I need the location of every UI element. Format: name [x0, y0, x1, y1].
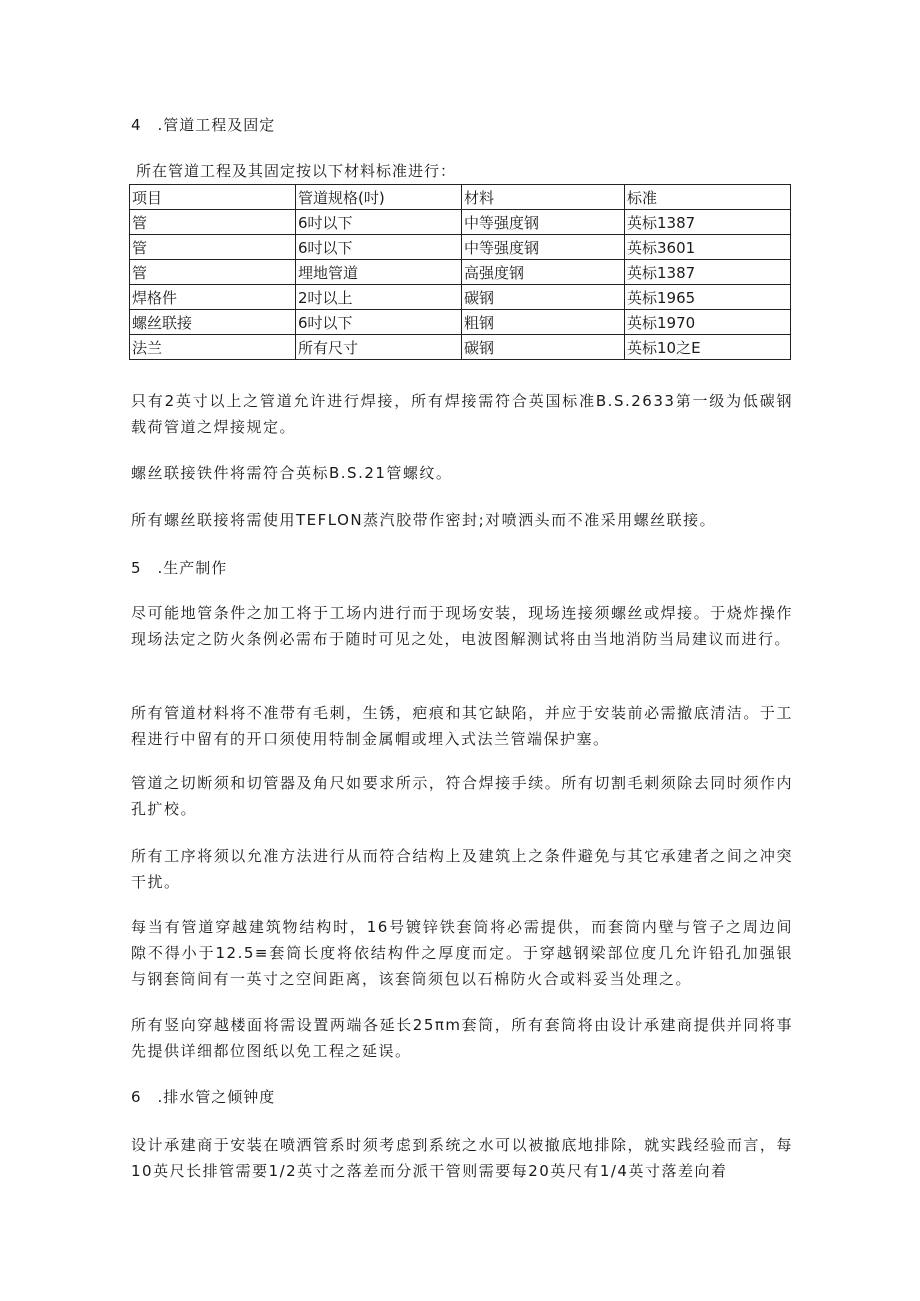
table-cell: 2吋以上 — [296, 285, 462, 310]
table-cell: 6吋以下 — [296, 310, 462, 335]
table-header-row — [130, 185, 791, 210]
table-cell: 英标1387 — [625, 260, 791, 285]
table-cell: 6吋以下 — [296, 210, 462, 235]
table-row — [130, 210, 791, 235]
table-cell: 粗钢 — [462, 310, 625, 335]
paragraph-welding: 只有2英寸以上之管道允许进行焊接，所有焊接需符合英国标准B.S.2633第一级为低碳钢载荷管道之焊接规定。 — [131, 392, 793, 436]
table-row — [130, 285, 791, 310]
table-row — [130, 260, 791, 285]
table-cell: 焊格件 — [130, 285, 296, 310]
paragraph-drainage: 设计承建商于安装在喷洒管系时须考虑到系统之水可以被撤底地排除，就实践经验而言，每10英尺长排管需要1/2英寸之落差而分派干管则需要每20英尺有1/4英寸落差向着 — [131, 1136, 793, 1180]
table-intro: 所在管道工程及其固定按以下材料标准进行： — [136, 162, 457, 180]
paragraph-fabrication: 尽可能地管条件之加工将于工场内进行而于现场安装，现场连接须螺丝或焊接。于烧炸操作现场法定之防火条例必需布于随时可见之处，电波图解测试将由当地消防当局建议而进行。 — [131, 604, 793, 648]
table-header-cell: 项目 — [130, 185, 296, 210]
table-cell: 螺丝联接 — [130, 310, 296, 335]
paragraph-thread-fittings: 螺丝联接铁件将需符合英标B.S.21管螺纹。 — [131, 464, 453, 482]
materials-table — [129, 184, 791, 360]
table-header-cell: 标准 — [625, 185, 791, 210]
table-row — [130, 235, 791, 260]
paragraph-pipe-materials: 所有管道材料将不准带有毛刺，生锈，疤痕和其它缺陷，并应于安装前必需撤底清洁。于工程进行中留有的开口须使用特制金属帽或埋入式法兰管端保护塞。 — [131, 704, 793, 748]
table-cell: 英标1965 — [625, 285, 791, 310]
section-6-heading: 6 .排水管之倾钟度 — [131, 1088, 276, 1106]
section-4-heading: 4 .管道工程及固定 — [131, 116, 276, 134]
table-cell: 英标10之E — [625, 335, 791, 360]
table-cell: 英标1970 — [625, 310, 791, 335]
table-cell: 高强度钢 — [462, 260, 625, 285]
table-cell: 埋地管道 — [296, 260, 462, 285]
table-cell: 中等强度钢 — [462, 235, 625, 260]
paragraph-procedures: 所有工序将须以允准方法进行从而符合结构上及建筑上之条件避免与其它承建者之间之冲突干扰。 — [131, 847, 793, 891]
table-cell: 英标1387 — [625, 210, 791, 235]
table-cell: 碳钢 — [462, 285, 625, 310]
paragraph-teflon-seal: 所有螺丝联接将需使用TEFLON蒸汽胶带作密封;对喷洒头而不准采用螺丝联接。 — [131, 511, 717, 529]
table-cell: 英标3601 — [625, 235, 791, 260]
section-5-heading: 5 .生产制作 — [131, 559, 228, 577]
paragraph-floor-sleeves: 所有竖向穿越楼面将需设置两端各延长25πm套筒，所有套筒将由设计承建商提供并同将事先提供详细都位图纸以免工程之延误。 — [131, 1016, 793, 1060]
table-cell: 管 — [130, 260, 296, 285]
table-cell: 管 — [130, 235, 296, 260]
table-cell: 碳钢 — [462, 335, 625, 360]
table-header-cell: 材料 — [462, 185, 625, 210]
table-header-cell: 管道规格(吋) — [296, 185, 462, 210]
table-row — [130, 310, 791, 335]
paragraph-sleeves: 每当有管道穿越建筑物结构时，16号镀锌铁套筒将必需提供，而套筒内壁与管子之周边间隙不得小于12.5≡套筒长度将依结构件之厚度而定。于穿越钢梁部位度几允许铅孔加强银与钢套筒间有一英寸之空间距离，该套筒须包以石棉防火合或料妥当处理之。 — [131, 918, 793, 988]
table-cell: 管 — [130, 210, 296, 235]
table-row — [130, 335, 791, 360]
table-cell: 所有尺寸 — [296, 335, 462, 360]
paragraph-pipe-cutting: 管道之切断须和切管器及角尺如要求所示，符合焊接手续。所有切割毛刺须除去同时须作内孔扩校。 — [131, 774, 793, 818]
table-cell: 法兰 — [130, 335, 296, 360]
table-cell: 中等强度钢 — [462, 210, 625, 235]
table-cell: 6吋以下 — [296, 235, 462, 260]
